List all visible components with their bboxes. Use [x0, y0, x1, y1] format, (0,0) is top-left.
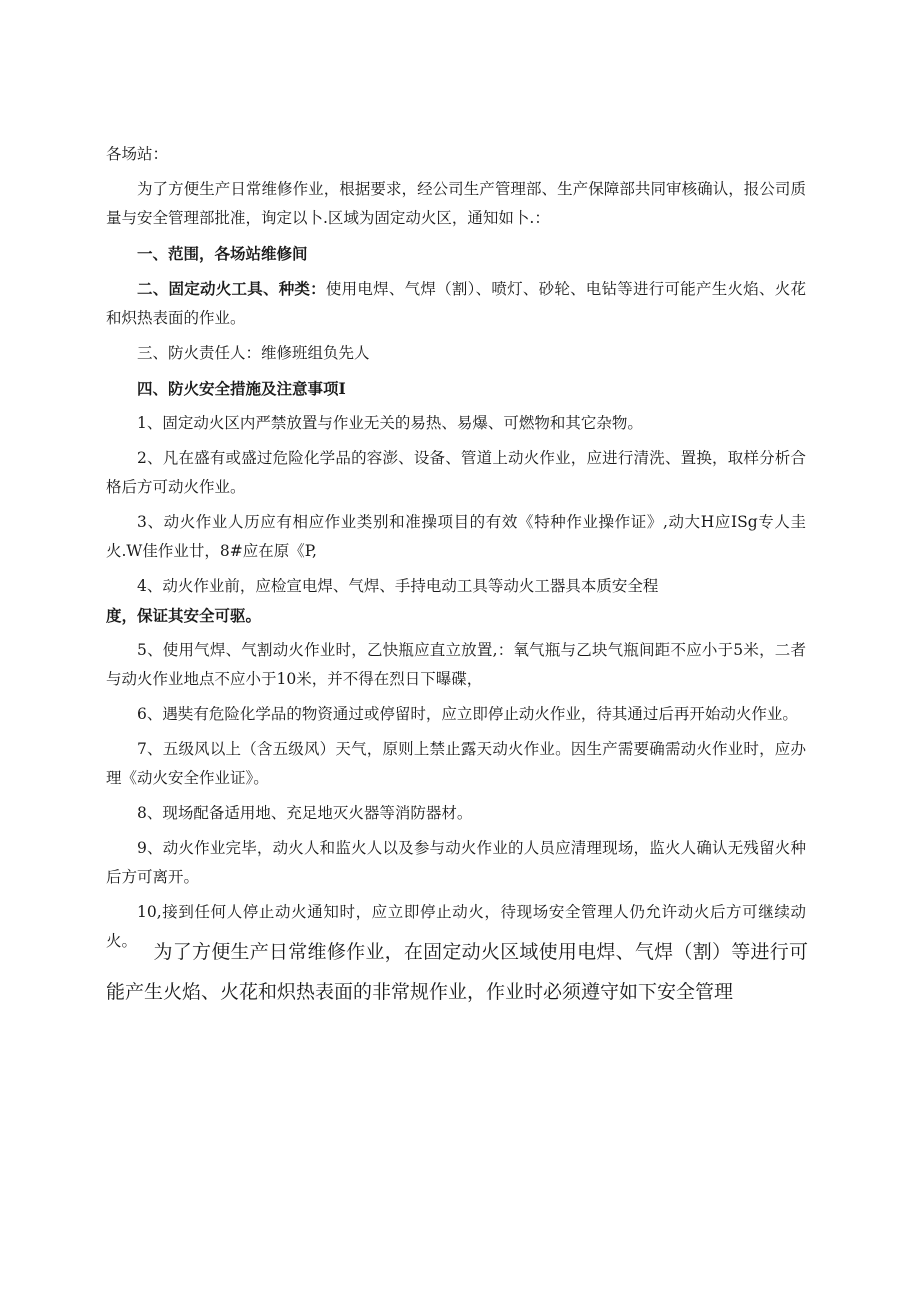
section-measures-heading: 四、防火安全措施及注意事项I	[137, 379, 346, 398]
measure-item-5: 5、使用气焊、气割动火作业时，乙快瓶应直立放置,：氧气瓶与乙块气瓶间距不应小于5米，二者与动火作业地点不应小于10米，并不得在烈日下曝碟，	[106, 641, 806, 688]
measure-item-4-continued: 度，保证其安全可驱。	[106, 606, 262, 625]
salutation: 各场站：	[106, 145, 169, 163]
section-scope: 一、范围，各场站维修间	[137, 244, 308, 263]
section-tools-text: 使用电焊、气焊（割）、喷灯、砂轮、电钻等进行可能产生火焰、火花和炽热表面的作业。	[106, 280, 806, 327]
measure-item-10: 10,接到任何人停止动火通知时，应立即停止动火，待现场安全管理人仍允许动火后方可继续动火。	[106, 903, 806, 950]
measure-item-9: 9、动火作业完毕，动火人和监火人以及参与动火作业的人员应清理现场，监火人确认无残留火种后方可离开。	[106, 839, 806, 886]
closing-paragraph: 为了方便生产日常维修作业，在固定动火区域使用电焊、气焊（割）等进行可能产生火焰、火花和炽热表面的非常规作业，作业时必须遵守如下安全管理	[106, 941, 808, 1003]
measure-item-6: 6、遇奘有危险化学品的物资通过或停留时，应立即停止动火作业，待其通过后再开始动火作业。	[137, 705, 798, 723]
measure-item-1: 1、固定动火区内严禁放置与作业无关的易热、易爆、可燃物和其它杂物。	[137, 414, 643, 432]
section-tools	[106, 274, 806, 333]
section-responsible: 三、防火责任人：维修班组负先人	[137, 344, 370, 362]
measure-item-4: 4、动火作业前，应检宣电焊、气焊、手持电动工具等动火工器具本质安全程	[137, 577, 659, 595]
notice-body	[106, 140, 806, 962]
measure-item-8: 8、现场配备适用地、充足地灭火器等消防器材。	[137, 804, 473, 822]
intro-paragraph: 为了方便生产日常维修作业，根据要求，经公司生产管理部、生产保障部共同审核确认，报公司质量与安全管理部批准，询定以卜.区域为固定动火区，通知如卜.：	[106, 180, 806, 227]
measure-item-3: 3、动火作业人历应有相应作业类别和准操项目的有效《特种作业操作证》,动大H应ISg专人圭火.W佳作业廿，8#应在原《P,	[106, 513, 806, 560]
measure-item-2: 2、凡在盛有或盛过危险化学品的容澎、设备、管道上动火作业，应进行清洗、置换，取样分析合格后方可动火作业。	[106, 449, 806, 496]
measure-item-7: 7、五级风以上（含五级风）天气，原则上禁止露天动火作业。因生产需要确需动火作业时，应办理《动火安全作业证》。	[106, 740, 806, 787]
section-tools-heading: 二、固定动火工具、种类：	[137, 279, 326, 298]
